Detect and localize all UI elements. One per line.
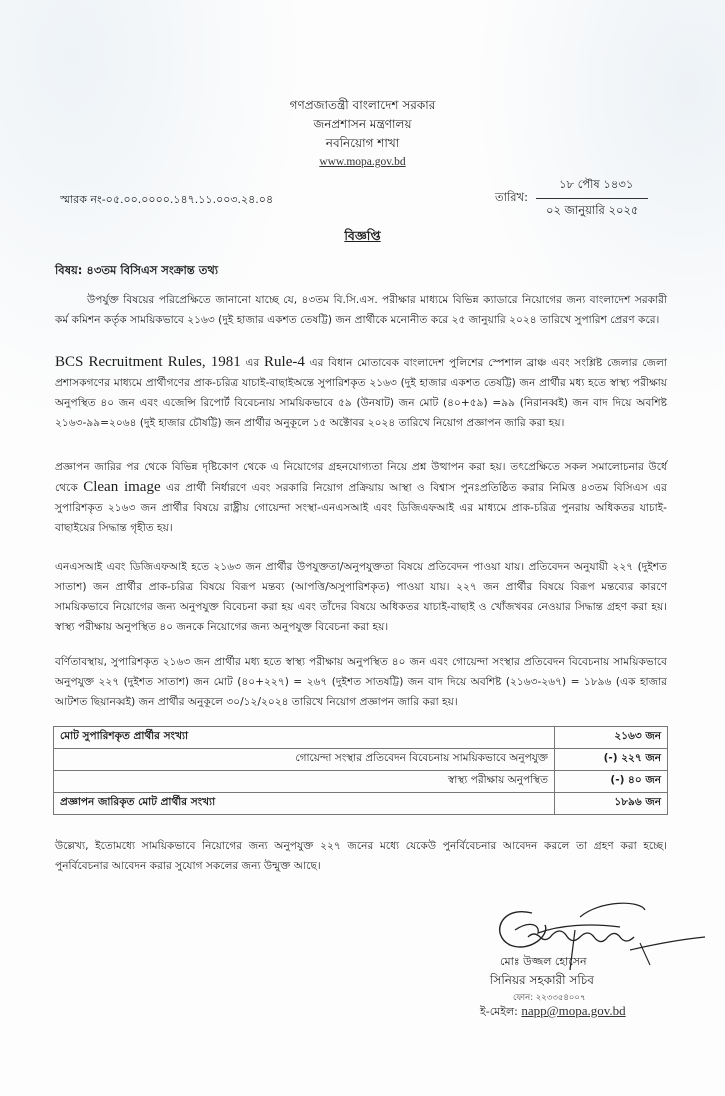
website-link[interactable]: www.mopa.gov.bd	[319, 156, 406, 168]
rules-name: BCS Recruitment Rules, 1981	[55, 354, 241, 370]
date-block	[495, 176, 648, 221]
notice-title: বিজ্ঞপ্তি	[344, 228, 381, 243]
table-row	[54, 793, 668, 815]
paragraph-3: প্রজ্ঞাপন জারির পর থেকে বিভিন্ন দৃষ্টিকোণ থেকে এ নিয়োগের গ্রহনযোগ্যতা নিয়ে প্রশ্ন উত্থাপন করা হয়। তৎপ্রেক্ষিতে সকল সমালোচনার উর্ধে থেকে Clean image এর প্রার্থী নির্ধারণে এবং সরকারি নিয়োগ প্রক্রিয়ায় আস্থা ও বিশ্বাস পুনঃপ্রতিষ্ঠিত করার নিমিত্ত ৪৩তম বিসিএস এর সুপারিশকৃত ২১৬৩ জন প্রার্থীর বিষয়ে রাষ্ট্রীয় গোয়েন্দা সংস্থা-এনএসআই এবং ডিজিএফআই এর মাধ্যমে প্রাক-চরিত্র পুনরায় অধিকতর যাচাই-বাছাইয়ের সিদ্ধান্ত গৃহীত হয়।	[55, 461, 668, 534]
date-bangla: ১৮ পৌষ ১৪৩১	[536, 176, 648, 199]
email-link[interactable]: napp@mopa.gov.bd	[521, 1003, 626, 1018]
ministry-name: জনপ্রশাসন মন্ত্রণালয়	[313, 117, 412, 131]
row-label: প্রজ্ঞাপন জারিকৃত মোট প্রার্থীর সংখ্যা	[54, 793, 555, 815]
rule-number: Rule-4	[264, 354, 305, 370]
date-label: তারিখ:	[495, 190, 529, 204]
paragraph-1: উপর্যুক্ত বিষয়ের পরিপ্রেক্ষিতে জানানো যাচ্ছে যে, ৪৩তম বি.সি.এস. পরীক্ষার মাধ্যমে বিভিন্ন ক্যাডারে নিয়োগের জন্য বাংলাদেশ সরকারী কর্ম কমিশন কর্তৃক সাময়িকভাবে ২১৬৩ (দুই হাজার একশত তেষট্টি) জন প্রার্থীকে মনোনীত করে ২৫ জানুয়ারি ২০২৪ তারিখে সুপারিশ প্রেরণ করে।	[55, 294, 667, 326]
row-label: গোয়েন্দা সংস্থার প্রতিবেদন বিবেচনায় সাময়িকভাবে অনুপযুক্ত	[54, 749, 555, 771]
row-value: (-) ২২৭ জন	[555, 749, 668, 771]
clean-image-term: Clean image	[83, 479, 161, 495]
table-row	[54, 749, 668, 771]
branch-name: নবনিয়োগ শাখা	[325, 136, 400, 150]
date-gregorian: ০২ জানুয়ারি ২০২৫	[546, 203, 639, 217]
row-value: ১৮৯৬ জন	[555, 793, 668, 815]
paragraph-5: বর্ণিতাবস্থায়, সুপারিশকৃত ২১৬৩ জন প্রার্থীর মধ্য হতে স্বাস্থ্য পরীক্ষায় অনুপস্থিত ৪০ জন এবং গোয়েন্দা সংস্থার প্রতিবেদন বিবেচনায় সাময়িকভাবে অনুপযুক্ত ২২৭ (দুইশত সাতাশ) জন মোট (৪০+২২৭) = ২৬৭ (দুইশত সাতষট্টি) জন বাদ দিয়ে অবশিষ্ট (২১৬৩-২৬৭) = ১৮৯৬ (এক হাজার আটশত ছিয়ানব্বই) জন প্রার্থীর অনুকূলে ৩০/১২/২০২৪ তারিখে নিয়োগ প্রজ্ঞাপন জারি করা হয়।	[55, 656, 667, 708]
paragraph-2: BCS Recruitment Rules, 1981 এর Rule-4 এর বিধান মোতাবেক বাংলাদেশ পুলিশের স্পেশাল ব্রাঞ্চ এবং সংশ্লিষ্ট জেলার জেলা প্রশাসকগণের মাধ্যমে প্রার্থীগণের প্রাক-চরিত্র যাচাই-বাছাইঅন্তে সুপারিশকৃত ২১৬৩ (দুই হাজার একশত তেষট্টি) জন প্রার্থীর মধ্য হতে স্বাস্থ্য পরীক্ষায় অনুপস্থিত ৪০ জন এবং এজেন্সি রিপোর্ট বিবেচনায় সাময়িকভাবে ৫৯ (উনষাট) জন মোট (৪০+৫৯) =৯৯ (নিরানব্বই) জন বাদ দিয়ে অবশিষ্ট ২১৬৩-৯৯=২০৬৪ (দুই হাজার চৌষট্টি) জন প্রার্থীর অনুকূলে ১৫ অক্টোবর ২০২৪ তারিখে নিয়োগ প্রজ্ঞাপন জারি করা হয়।	[55, 354, 668, 429]
table-row	[54, 771, 668, 793]
paragraph-4: এনএসআই এবং ডিজিএফআই হতে ২১৬৩ জন প্রার্থীর উপযুক্ততা/অনুপযুক্ততা বিষয়ে প্রতিবেদন পাওয়া যায়। প্রতিবেদন অনুযায়ী ২২৭ (দুইশত সাতাশ) জন প্রার্থীর প্রাক-চরিত্র বিষয়ে বিরূপ মন্তব্য (আপত্তি/অসুপারিশকৃত) পাওয়া যায়। ২২৭ জন প্রার্থীর বিষয়ে বিরূপ মন্তব্যের কারণে সাময়িকভাবে নিয়োগের জন্য অনুপযুক্ত বিবেচনা করা হয় এবং তাঁদের বিষয়ে অধিকতর যাচাই-বাছাই ও খোঁজখবর নেওয়ার সিদ্ধান্ত গ্রহণ করা হয়। স্বাস্থ্য পরীক্ষায় অনুপস্থিত ৪০ জনকে নিয়োগের জন্য অনুপযুক্ত বিবেচনা করা হয়।	[55, 561, 667, 633]
table-row	[54, 727, 668, 749]
signatory-designation: সিনিয়র সহকারী সচিব	[490, 973, 594, 987]
signatory-name: মোঃ উজ্জল হোসেন	[500, 955, 587, 968]
subject-line: বিষয়: ৪৩তম বিসিএস সংক্রান্ত তথ্য	[55, 263, 219, 277]
letterhead	[0, 96, 725, 172]
row-value: (-) ৪০ জন	[555, 771, 668, 793]
row-label: স্বাস্থ্য পরীক্ষায় অনুপস্থিত	[54, 771, 555, 793]
government-name: গণপ্রজাতন্ত্রী বাংলাদেশ সরকার	[289, 98, 436, 112]
row-label: মোট সুপারিশকৃত প্রার্থীর সংখ্যা	[54, 727, 555, 749]
memo-reference: স্মারক নং-০৫.০০.০০০০.১৪৭.১১.০০৩.২৪.০৪	[60, 193, 274, 206]
row-value: ২১৬৩ জন	[555, 727, 668, 749]
paragraph-6: উল্লেখ্য, ইতোমধ্যে সাময়িকভাবে নিয়োগের জন্য অনুপযুক্ত ২২৭ জনের মধ্যে যেকেউ পুনর্বিবেচনার আবেদন করলে তা গ্রহণ করা হচ্ছে। পুনর্বিবেচনার আবেদন করার সুযোগ সকলের জন্য উন্মুক্ত আছে।	[55, 840, 667, 872]
summary-table	[53, 726, 668, 815]
signatory-phone: ফোন: ২২৩৩৫৪০০৭	[513, 993, 586, 1003]
signatory-email: ই-মেইল: napp@mopa.gov.bd	[480, 1003, 626, 1018]
